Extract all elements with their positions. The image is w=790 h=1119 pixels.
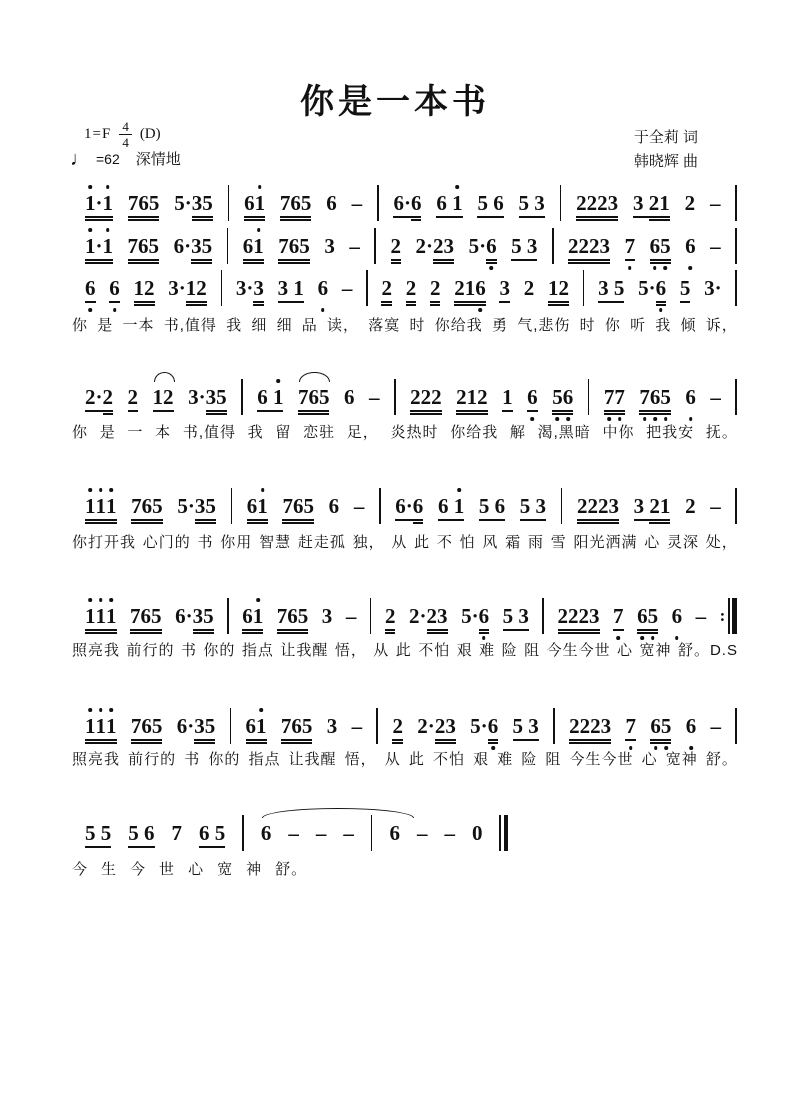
note-group: 7 6 5 — [280, 191, 312, 218]
barline — [242, 815, 244, 851]
music-line-4 — [85, 380, 737, 412]
lyric-word: 独， — [352, 534, 385, 551]
lyric-word: 书 — [184, 751, 201, 768]
music-line-3 — [85, 271, 737, 303]
lyric-word: 你的 — [208, 751, 241, 768]
note-group: 2 1 2 — [456, 385, 488, 412]
mode-label: (D) — [139, 126, 161, 142]
lyric-word: 你 — [72, 424, 89, 441]
note-group: 1 1 1 — [85, 714, 117, 741]
note-group: 2 · 2 3 — [409, 604, 448, 631]
credits — [634, 126, 698, 174]
lyric-word: 雪 — [550, 534, 567, 551]
note-group: 6 5 — [637, 604, 658, 631]
barline — [366, 270, 368, 306]
lyric-word: 抚。 — [705, 424, 738, 441]
note-group: 5 3 — [513, 714, 539, 741]
note-group: – — [349, 234, 360, 258]
lyric-line-1 — [72, 314, 738, 335]
lyric-word: 时 — [409, 317, 426, 334]
note-group: 6 — [389, 821, 400, 845]
lyric-word: 此 — [414, 534, 431, 551]
lyric-word: 险 — [501, 642, 518, 659]
music-line-6 — [85, 599, 737, 631]
note-group: – — [351, 714, 363, 738]
lyric-word: 今 — [72, 861, 89, 878]
note-group: 5 · 6 — [461, 604, 489, 631]
note-group: 5 5 — [85, 821, 111, 848]
repeat-barline: : — [720, 598, 737, 634]
lyric-word: 勇 — [491, 317, 508, 334]
lyric-word: 前行的 — [128, 751, 177, 768]
note-group: 5 6 — [479, 494, 505, 521]
barline — [394, 379, 396, 415]
note-group: 7 6 5 — [130, 604, 162, 631]
note-group: 5 3 — [511, 234, 537, 261]
note-group: 6 5 — [199, 821, 225, 848]
note-group: 7 — [625, 234, 636, 261]
note-group: 6 — [326, 191, 337, 215]
lyric-word: 中你 — [602, 424, 635, 441]
note-group: – — [369, 385, 380, 409]
note-group: 5 · 6 — [470, 714, 498, 741]
note-group: 5 — [680, 276, 691, 303]
note-group: 6 · 6 — [393, 191, 421, 218]
note-group: 7 6 5 — [278, 234, 310, 261]
lyric-word: 宽 — [217, 861, 234, 878]
note-group: – — [444, 821, 455, 845]
note-group: 3 — [324, 234, 335, 258]
note-group: 2 1 6 — [454, 276, 486, 303]
tempo-value: =62 — [96, 150, 120, 167]
lyric-word: 我 — [655, 317, 672, 334]
lyric-word: 险 — [521, 751, 538, 768]
lyric-word: 书 — [180, 642, 197, 659]
note-group: 3 · 1 2 — [168, 276, 207, 303]
note-group: 7 6 5 — [639, 385, 671, 412]
tie-arc — [262, 808, 414, 818]
note-group: 7 — [613, 604, 624, 631]
lyric-word: 照亮我 — [72, 751, 121, 768]
lyric-word: 本 — [155, 424, 172, 441]
lyric-line-4 — [72, 639, 738, 660]
note-group: 1 · 1 — [85, 234, 113, 261]
lyric-word: 难 — [497, 751, 514, 768]
note-group: 2 2 2 3 — [558, 604, 600, 631]
time-signature-numerator: 4 — [119, 120, 132, 135]
lyric-word: 心 — [188, 861, 205, 878]
barline — [370, 598, 372, 634]
note-group: 5 · 6 — [638, 276, 666, 303]
note-group: – — [353, 494, 365, 518]
note-group: 2 · 2 — [85, 385, 113, 412]
lyric-word: 心门的 — [142, 534, 191, 551]
key-signature: 1=F — [84, 126, 112, 142]
lyric-word: 阻 — [524, 642, 541, 659]
barline — [735, 185, 737, 221]
lyric-word: 从 — [384, 751, 401, 768]
barline — [553, 708, 555, 744]
note-group: 6 1 — [247, 494, 268, 521]
barline — [241, 379, 243, 415]
note-group: 3 — [499, 276, 510, 303]
lyric-word: 风 — [482, 534, 499, 551]
note-group: 1 1 1 — [85, 494, 117, 521]
note-group: 5 3 — [503, 604, 529, 631]
note-group: 7 6 5 — [298, 385, 330, 412]
lyric-word: 不怕 — [418, 642, 451, 659]
lyric-word: 指点 — [248, 751, 281, 768]
note-group: 6 · 6 — [395, 494, 423, 521]
lyric-word: 你用 — [220, 534, 253, 551]
note-group: 2 — [684, 191, 696, 215]
barline — [542, 598, 544, 634]
note-group: – — [710, 714, 722, 738]
note-group: 5 6 — [477, 191, 503, 218]
note-group: 2 — [385, 604, 396, 631]
note-group: 3 · 3 5 — [188, 385, 227, 412]
barline — [231, 488, 233, 524]
lyric-word: 我 — [226, 317, 243, 334]
note-group: 7 6 5 — [281, 714, 313, 741]
time-signature — [119, 120, 132, 149]
note-group: – — [345, 604, 357, 628]
note-group: – — [695, 604, 707, 628]
note-group: 2 · 2 3 — [416, 234, 455, 261]
note-group: 6 — [671, 604, 683, 628]
note-group: 3 2 1 — [633, 191, 670, 218]
lyric-word: 霜 — [505, 534, 522, 551]
barline — [227, 598, 229, 634]
barline — [377, 185, 379, 221]
lyric-word: 不怕 — [432, 751, 465, 768]
note-group: 7 6 5 — [128, 191, 160, 218]
lyric-word: 解 — [509, 424, 526, 441]
note-group: 7 7 — [604, 385, 625, 412]
lyric-word: 时 — [579, 317, 596, 334]
note-group: 6 · 3 5 — [175, 604, 214, 631]
lyric-word: 恋驻 — [303, 424, 336, 441]
note-group: 2 — [523, 276, 535, 300]
note-group: 6 — [261, 821, 272, 848]
lyric-word: 你给我 — [434, 317, 483, 334]
song-title: 你是一本书 — [300, 84, 490, 121]
lyric-word: 诉， — [705, 317, 738, 334]
lyric-word: 从 — [391, 534, 408, 551]
lyric-word: 倾 — [680, 317, 697, 334]
note-group: 6 — [109, 276, 120, 303]
lyric-word: 炎热时 — [390, 424, 439, 441]
lyric-word: 心 — [617, 642, 634, 659]
lyric-word: 此 — [408, 751, 425, 768]
lyric-word: 细 — [276, 317, 293, 334]
note-group: 2 — [391, 234, 402, 261]
lyric-word: 听 — [630, 317, 647, 334]
quarter-note-icon: ♩ — [70, 147, 90, 170]
note-group: 3 1 — [278, 276, 304, 303]
barline — [588, 379, 590, 415]
note-group: 3 — [321, 604, 333, 628]
key-signature-row — [84, 120, 161, 149]
barline — [560, 185, 562, 221]
note-group: 3 · — [704, 276, 722, 300]
music-line-7 — [85, 709, 737, 741]
note-group: 1 — [502, 385, 513, 412]
note-group: 2 2 2 3 — [568, 234, 610, 261]
lyric-word: 是 — [97, 317, 114, 334]
lyric-word: 品 — [301, 317, 318, 334]
lyric-word: 神 — [246, 861, 263, 878]
note-group: 1 2 — [153, 385, 174, 412]
note-group: – — [341, 276, 353, 300]
lyric-word: 今生今世 — [546, 642, 611, 659]
note-group: 5 3 — [519, 191, 545, 218]
lyric-word: 读， — [327, 317, 360, 334]
note-group: 6 — [328, 494, 340, 518]
note-group: 3 — [326, 714, 338, 738]
note-group: 6 — [685, 234, 696, 258]
note-group: 6 — [527, 385, 538, 412]
lyric-word: 留 — [275, 424, 292, 441]
lyric-word: 雨 — [527, 534, 544, 551]
lyric-word: 阳光洒满 — [573, 534, 638, 551]
note-group: 7 6 5 — [131, 714, 163, 741]
note-group: – — [709, 191, 721, 215]
lyric-word: 前行的 — [126, 642, 175, 659]
note-group: – — [710, 385, 721, 409]
tie-arc — [299, 372, 331, 382]
note-group: 6 — [343, 385, 355, 409]
note-group: 6 1 — [244, 191, 265, 218]
lyric-word: 悟， — [344, 751, 377, 768]
lyric-word: 你的 — [203, 642, 236, 659]
tempo-row — [70, 148, 181, 169]
note-group: 6 1 — [257, 385, 283, 412]
note-group: 2 · 2 3 — [417, 714, 456, 741]
lyric-word: 指点 — [241, 642, 274, 659]
lyric-word: 此 — [395, 642, 412, 659]
note-group: 6 5 — [650, 714, 671, 741]
barline — [561, 488, 563, 524]
final-barline — [499, 815, 508, 851]
note-group: 7 6 5 — [131, 494, 163, 521]
lyric-word: 细 — [251, 317, 268, 334]
note-group: – — [710, 234, 721, 258]
note-group: 1 1 1 — [85, 604, 117, 631]
lyric-line-5 — [72, 748, 738, 769]
note-group: 7 — [171, 821, 182, 845]
lyric-word: 怕 — [459, 534, 476, 551]
note-group: 1 2 — [134, 276, 155, 303]
note-group: 6 — [685, 714, 697, 738]
lyric-word: 艰 — [473, 751, 490, 768]
lyric-word: 让我醒 — [288, 751, 337, 768]
lyric-word: 气,悲伤 — [517, 317, 571, 334]
lyric-word: 你 — [72, 317, 89, 334]
note-group: 7 6 5 — [128, 234, 160, 261]
lyric-word: 阻 — [545, 751, 562, 768]
lyric-word: 落寞 — [368, 317, 401, 334]
note-group: 7 6 5 — [277, 604, 309, 631]
note-group: 6 — [317, 276, 329, 300]
lyric-word: 书 — [197, 534, 214, 551]
lyric-word: 艰 — [456, 642, 473, 659]
note-group: 5 3 — [520, 494, 546, 521]
lyric-word: 心 — [641, 751, 658, 768]
note-group: 2 — [381, 276, 392, 303]
note-group: 6 — [685, 385, 696, 409]
note-group: 2 2 2 3 — [577, 494, 619, 521]
barline — [583, 270, 585, 306]
note-group: 2 — [128, 385, 139, 412]
note-group: 7 — [625, 714, 636, 741]
music-line-8 — [85, 816, 737, 848]
music-line-1 — [85, 186, 737, 218]
note-group: 5 · 3 5 — [177, 494, 216, 521]
tie-arc — [154, 372, 175, 382]
note-group: 2 — [392, 714, 403, 741]
lyric-word: 世 — [159, 861, 176, 878]
note-group: 2 2 2 — [410, 385, 442, 412]
note-group: – — [416, 821, 428, 845]
lyric-word: 舒。 — [275, 861, 308, 878]
note-group: – — [288, 821, 299, 845]
note-group: 0 — [471, 821, 483, 845]
barline — [552, 228, 554, 264]
music-line-2 — [85, 229, 737, 261]
note-group: 6 · 3 5 — [174, 234, 213, 261]
note-group: 6 1 — [243, 234, 264, 261]
note-group: 2 2 2 3 — [569, 714, 611, 741]
lyric-word: 从 — [373, 642, 390, 659]
lyric-word: 生 — [101, 861, 118, 878]
lyric-word: 一本 — [122, 317, 155, 334]
note-group: 3 · 3 — [236, 276, 264, 303]
note-group: 3 2 1 — [634, 494, 671, 521]
note-group: – — [351, 191, 363, 215]
lyric-word: 我 — [247, 424, 264, 441]
lyric-word: 难 — [479, 642, 496, 659]
note-group: 2 — [430, 276, 441, 303]
lyric-word: 让我醒 — [280, 642, 329, 659]
lyric-word: 渴,黑暗 — [537, 424, 591, 441]
lyric-line-2 — [72, 421, 738, 442]
barline — [374, 228, 376, 264]
lyric-word: 舒。 — [705, 751, 738, 768]
lyric-word: 一 — [127, 424, 144, 441]
note-group: 7 6 5 — [282, 494, 314, 521]
lyric-word: 你给我 — [450, 424, 499, 441]
note-group: 6 1 — [438, 494, 464, 521]
lyric-line-6 — [72, 858, 738, 879]
note-group: 5 · 6 — [469, 234, 497, 261]
lyric-word: 你打开我 — [72, 534, 137, 551]
lyric-line-3 — [72, 531, 738, 552]
composer-credit: 韩晓辉 曲 — [633, 153, 698, 170]
lyric-word: 把我安 — [646, 424, 695, 441]
lyric-word: 是 — [99, 424, 116, 441]
note-group: 5 6 — [552, 385, 573, 412]
note-group: – — [343, 821, 354, 845]
barline — [735, 228, 737, 264]
note-group: 2 — [685, 494, 696, 518]
lyric-word: 不 — [436, 534, 453, 551]
note-group: 6 1 — [242, 604, 263, 631]
time-signature-denominator: 4 — [122, 135, 129, 150]
lyric-word: 智慧 — [259, 534, 292, 551]
barline — [230, 708, 232, 744]
note-group: 2 2 2 3 — [576, 191, 618, 218]
lyricist-credit: 于全莉 词 — [633, 129, 698, 146]
barline — [371, 815, 373, 851]
barline — [228, 185, 230, 221]
note-group: – — [315, 821, 327, 845]
lyric-word: 赶走孤 — [297, 534, 346, 551]
music-line-5 — [85, 489, 737, 521]
lyric-word: 悟， — [334, 642, 367, 659]
lyric-word: 今 — [130, 861, 147, 878]
barline — [376, 708, 378, 744]
lyric-word: 今生今世 — [569, 751, 634, 768]
lyric-word: 你 — [604, 317, 621, 334]
barline — [735, 379, 737, 415]
note-group: 5 6 — [128, 821, 154, 848]
barline — [221, 270, 223, 306]
barline — [735, 270, 737, 306]
note-group: 2 — [406, 276, 417, 303]
barline — [227, 228, 229, 264]
lyric-word: 书,值得 — [182, 424, 236, 441]
lyric-word: 灵深 — [667, 534, 700, 551]
barline — [735, 708, 737, 744]
note-group: 1 · 1 — [85, 191, 113, 218]
lyric-word: 足， — [346, 424, 379, 441]
lyric-word: 照亮我 — [72, 642, 121, 659]
lyric-word: 舒。D.S — [677, 642, 738, 659]
note-group: 6 · 3 5 — [177, 714, 216, 741]
note-group: 6 1 — [246, 714, 267, 741]
lyric-word: 宽神 — [665, 751, 698, 768]
note-group: 1 2 — [548, 276, 569, 303]
note-group: 5 · 3 5 — [174, 191, 213, 218]
lyric-word: 处， — [705, 534, 738, 551]
expression-marking: 深情地 — [135, 151, 181, 168]
note-group: – — [710, 494, 721, 518]
lyric-word: 书,值得 — [163, 317, 217, 334]
note-group: 3 5 — [598, 276, 624, 303]
note-group: 6 1 — [436, 191, 462, 218]
barline — [379, 488, 381, 524]
barline — [735, 488, 737, 524]
lyric-word: 心 — [644, 534, 661, 551]
note-group: 6 — [85, 276, 96, 303]
note-group: 6 5 — [650, 234, 671, 261]
lyric-word: 宽神 — [639, 642, 672, 659]
